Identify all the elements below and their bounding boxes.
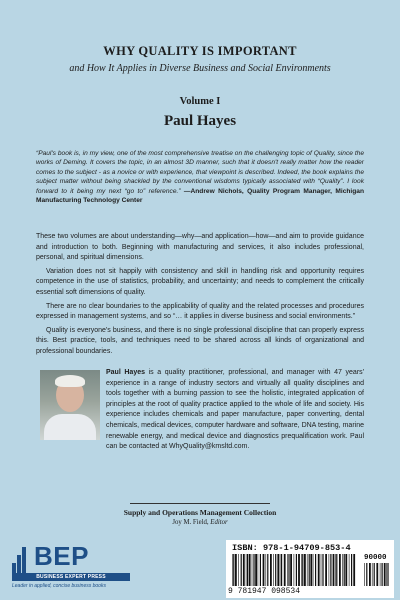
editor-name: Joy M. Field, <box>172 519 211 526</box>
collection-editor <box>0 519 400 526</box>
description-paragraph: Variation does not sit happily with consistency and skill in handling risk and opportunity requires competence in the use of statistics, probability, and uncertainty; and needs to complement the critically essential soft dimensions of quality. <box>36 267 364 296</box>
barcode-bars-icon <box>232 554 356 586</box>
volume-label: Volume I <box>179 96 221 107</box>
book-subtitle: and How It Applies in Diverse Business and Social Environments <box>69 63 331 74</box>
addon-barcode-icon <box>364 563 390 586</box>
endorsement-quote <box>36 149 364 205</box>
logo-text: BEP <box>34 541 89 571</box>
quote-attribution: —Andrew Nichols, Quality Program Manager, Michigan Manufacturing Technology Center <box>36 187 364 205</box>
description-paragraph: These two volumes are about understanding—why—and application—how—and aim to provide guidance and introduction to both. Beginning with manufacturing and services, it also includes professional, personal, and spiritual dimensions. <box>36 233 364 262</box>
editor-role: Editor <box>210 519 228 526</box>
isbn-label: ISBN: 978-1-94709-853-4 <box>232 543 351 553</box>
description-paragraph: Quality is everyone's business, and there is no single professional discipline that can properly express this. Best practice, tools, and techniques need to be shared across all kinds of organizational and professional boundaries. <box>36 326 364 355</box>
barcode <box>226 540 394 598</box>
collection-name: Supply and Operations Management Collection <box>123 508 277 517</box>
author-name: Paul Hayes <box>163 113 237 129</box>
description-paragraph: There are no clear boundaries to the applicability of quality and the related processes and procedures expressed in management systems, and so “… it applies in diverse business and social environments.” <box>36 302 364 321</box>
publisher-tagline: Leader in applied, concise business books <box>12 583 106 589</box>
divider <box>130 503 270 504</box>
book-description <box>36 232 364 361</box>
quote-text: “Paul's book is, in my view, one of the most comprehensive treatise on the challenging topic of Quality, since the works of Deming. It covers the topic, in an almost 3D manner, such that it doesn't really matter how the reader comes to the subject - as a novice or with experience, that viewpoint is described. Indeed, the book explains the subject matter without being shackled by the conventional wisdoms typically associated with “Quality”. I look forward to it being my next “go to” reference.” <box>36 150 364 195</box>
bio-author-name: Paul Hayes <box>106 369 146 376</box>
book-title: WHY QUALITY IS IMPORTANT <box>103 44 297 58</box>
bio-text: is a quality practitioner, professional, and manager with 47 years' experience in a range of industry sectors and virtually all quality disciplines and tools together with a burning passion to see the holistic, integrated application of principles at the root of quality practice applied to the whole of life and society. His experience includes chemicals and paper manufacture, paper converting, dental chemicals, medical devices, computer hardware and software, DNA testing, marine renewable energy, and medical device and diagnostics prequalification work. Paul can be contacted at WhyQuality@kmsltd.com. <box>106 369 364 451</box>
publisher-logo <box>12 543 142 593</box>
author-bio <box>36 368 364 453</box>
barcode-digits: 9 781947 098534 <box>228 587 301 596</box>
price-code: 90000 <box>364 554 387 562</box>
publisher-name: BUSINESS EXPERT PRESS <box>12 573 130 581</box>
logo-bars-icon <box>12 543 30 577</box>
